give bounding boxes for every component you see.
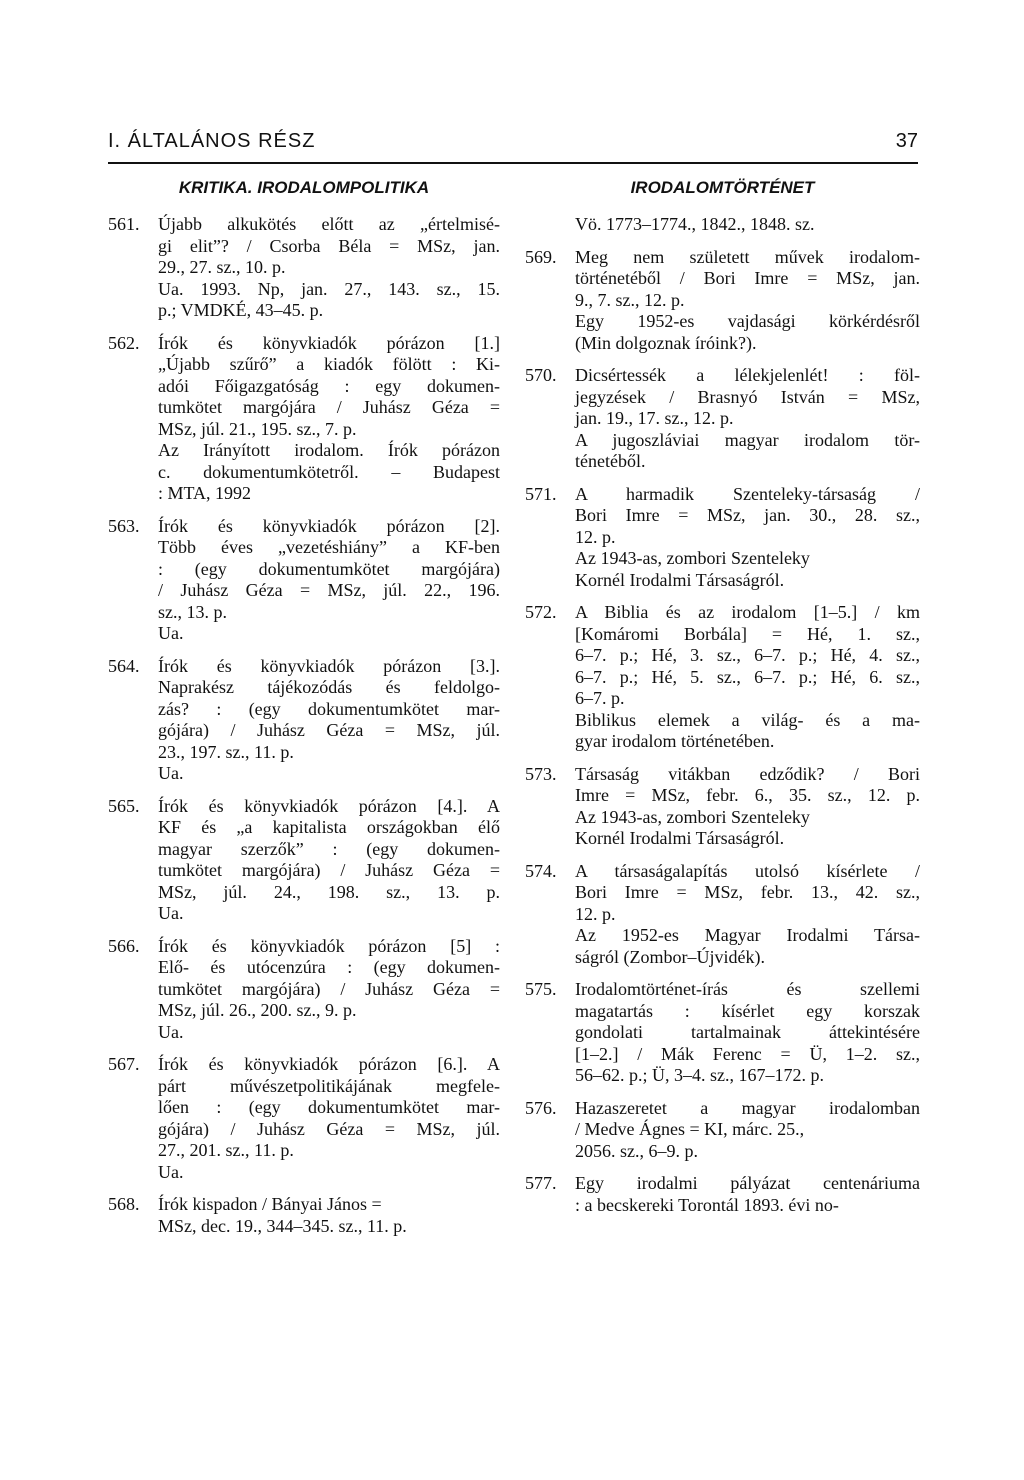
bibliography-entry	[525, 247, 920, 355]
entry-line: Újabb alkukötés előtt az „értelmisé-	[158, 214, 500, 234]
entry-line: Ua.	[158, 1021, 184, 1042]
entry-line: Naprakész tájékozódás és feldolgo-	[158, 677, 500, 697]
entry-line: Az 1943-as, zombori Szenteleky	[575, 806, 810, 827]
entry-line: 6–7. p.; Hé, 5. sz., 6–7. p.; Hé, 6. sz.,	[575, 666, 920, 687]
entry-line: Ua.	[158, 1161, 184, 1182]
right-column	[525, 178, 920, 1216]
entry-line: MSz, júl. 26., 200. sz., 9. p.	[158, 1000, 357, 1020]
entry-line: adói Főigazgatóság : egy dokumen-	[158, 375, 500, 396]
entry-line: tumkötet margójára) / Juhász Géza =	[158, 978, 500, 999]
entry-line: A jugoszláviai magyar irodalom tör-	[575, 429, 920, 450]
bibliography-entry	[525, 602, 920, 753]
entry-line: Írók és könyvkiadók pórázon [3.].	[158, 655, 500, 676]
bibliography-entry	[525, 979, 920, 1087]
entry-number: 573.	[525, 763, 557, 784]
entry-line: Elő- és utócenzúra : (egy dokumen-	[158, 957, 500, 977]
entry-line: Ua. 1993. Np, jan. 27., 143. sz., 15.	[158, 278, 500, 299]
entry-line: Kornél Irodalmi Társaságról.	[575, 828, 785, 848]
entry-line: MSz, júl. 24., 198. sz., 13. p.	[158, 881, 500, 902]
entry-line: A társaságalapítás utolsó kísérlete /	[575, 860, 920, 881]
entry-line: MSz, júl. 21., 195. sz., 7. p.	[158, 418, 357, 439]
entry-line: tumkötet margójára) / Juhász Géza =	[158, 860, 500, 880]
entry-line: Egy 1952-es vajdasági körkérdésről	[575, 311, 920, 331]
bibliography-entry	[108, 214, 500, 322]
entry-line: : (egy dokumentumkötet margójára)	[158, 558, 500, 579]
page-header	[108, 130, 918, 164]
entry-line: 12. p.	[575, 903, 616, 924]
entry-number: 570.	[525, 365, 557, 385]
entry-line: MSz, dec. 19., 344–345. sz., 11. p.	[158, 1215, 407, 1236]
entry-number: 571.	[525, 483, 557, 504]
entry-line: Biblikus elemek a világ- és a ma-	[575, 709, 920, 730]
entry-line: 27., 201. sz., 11. p.	[158, 1140, 294, 1160]
bibliography-entry	[525, 214, 920, 236]
entry-line: A Biblia és az irodalom [1–5.] / km	[575, 602, 920, 622]
bibliography-entry	[108, 1054, 500, 1183]
entry-line: Irodalomtörténet-írás és szellemi	[575, 979, 920, 999]
entry-line: tumkötet margójára / Juhász Géza =	[158, 397, 500, 417]
entry-line: ténetéből.	[575, 451, 646, 471]
entry-line: jegyzések / Brasnyó István = MSz,	[575, 386, 920, 407]
section-heading-kritika: KRITIKA. IRODALOMPOLITIKA	[178, 178, 430, 197]
entry-line: ságról (Zombor–Újvidék).	[575, 946, 765, 967]
entry-line: 9., 7. sz., 12. p.	[575, 289, 685, 310]
entry-line: jan. 19., 17. sz., 12. p.	[575, 408, 734, 428]
left-column	[108, 178, 500, 1237]
entry-line: A harmadik Szenteleky-társaság /	[575, 483, 920, 504]
entry-line: Bori Imre = MSz, jan. 30., 28. sz.,	[575, 505, 920, 525]
entry-line: magatartás : kísérlet egy korszak	[575, 1000, 920, 1021]
entry-number: 563.	[108, 515, 140, 536]
entry-line: 2056. sz., 6–9. p.	[575, 1140, 698, 1161]
entry-line: Írók és könyvkiadók pórázon [2].	[158, 515, 500, 536]
bibliography-entry	[525, 861, 920, 969]
entry-line: gyar irodalom történetében.	[575, 731, 775, 751]
entry-number: 564.	[108, 655, 140, 676]
entry-line: Írók és könyvkiadók pórázon [4.]. A	[158, 795, 500, 816]
entry-number: 562.	[108, 332, 140, 353]
entry-line: Írók és könyvkiadók pórázon [5] :	[158, 935, 500, 956]
bibliography-entry	[525, 365, 920, 473]
entry-line: gi elit”? / Csorba Béla = MSz, jan.	[158, 235, 500, 256]
entry-number: 577.	[525, 1173, 557, 1193]
entry-line: 6–7. p.	[575, 688, 625, 708]
entry-line: Írók kispadon / Bányai János =	[158, 1194, 382, 1214]
page-number: 37	[895, 130, 918, 152]
entry-line: párt művészetpolitikájának megfele-	[158, 1075, 500, 1096]
entry-line: történetéből / Bori Imre = MSz, jan.	[575, 268, 920, 288]
entry-line: Ua.	[158, 903, 184, 923]
entry-number: 566.	[108, 935, 140, 956]
entry-line: 12. p.	[575, 526, 616, 547]
entry-number: 561.	[108, 214, 140, 234]
entry-line: Egy irodalmi pályázat centenáriuma	[575, 1173, 920, 1193]
bibliography-entry	[108, 1194, 500, 1237]
entry-number: 572.	[525, 602, 557, 622]
bibliography-entry	[525, 1173, 920, 1216]
entry-line: [Komáromi Borbála] = Hé, 1. sz.,	[575, 623, 920, 644]
entry-line: magyar szerzők” : (egy dokumen-	[158, 838, 500, 859]
entry-line: p.; VMDKÉ, 43–45. p.	[158, 300, 324, 320]
entry-line: Dicsértessék a lélekjelenlét! : föl-	[575, 365, 920, 385]
entry-line: Ua.	[158, 763, 184, 783]
entry-line: Bori Imre = MSz, febr. 13., 42. sz.,	[575, 882, 920, 902]
entry-line: Az Irányított irodalom. Írók pórázon	[158, 440, 500, 460]
bibliography-entry	[108, 796, 500, 925]
entry-line: / Medve Ágnes = KI, márc. 25.,	[575, 1119, 805, 1139]
bibliography-entry	[108, 333, 500, 505]
entry-line: 56–62. p.; Ü, 3–4. sz., 167–172. p.	[575, 1065, 824, 1085]
entry-number: 575.	[525, 979, 557, 999]
entry-line: c. dokumentumkötetről. – Budapest	[158, 461, 500, 482]
entry-line: Társaság vitákban edződik? / Bori	[575, 763, 920, 784]
running-head: I. ÁLTALÁNOS RÉSZ	[108, 130, 316, 152]
entry-line: gójára) / Juhász Géza = MSz, júl.	[158, 1118, 500, 1139]
bibliography-entry	[108, 656, 500, 785]
entry-line: Több éves „vezetéshiány” a KF-ben	[158, 537, 500, 557]
bibliography-entry	[525, 764, 920, 850]
bibliography-entry	[525, 1098, 920, 1163]
entry-number: 574.	[525, 860, 557, 881]
entry-number: 568.	[108, 1194, 140, 1214]
entry-line: Írók és könyvkiadók pórázon [6.]. A	[158, 1054, 500, 1074]
entry-line: Vö. 1773–1774., 1842., 1848. sz.	[575, 214, 815, 234]
entry-line: Az 1943-as, zombori Szenteleky	[575, 548, 810, 568]
entry-number: 567.	[108, 1054, 140, 1074]
entry-line: lően : (egy dokumentumkötet mar-	[158, 1097, 500, 1117]
bibliography-entry	[525, 484, 920, 592]
entry-number: 569.	[525, 246, 557, 267]
entry-number: 576.	[525, 1097, 557, 1118]
entry-line: Ua.	[158, 623, 184, 643]
entry-line: zás? : (egy dokumentumkötet mar-	[158, 698, 500, 719]
entry-line: 23., 197. sz., 11. p.	[158, 741, 294, 762]
entry-line: sz., 13. p.	[158, 601, 227, 622]
entry-line: „Újabb szűrő” a kiadók fölött : Ki-	[158, 354, 500, 374]
entry-line: Hazaszeretet a magyar irodalomban	[575, 1097, 920, 1118]
entry-line: Meg nem született művek irodalom-	[575, 246, 920, 267]
entry-line: [1–2.] / Mák Ferenc = Ü, 1–2. sz.,	[575, 1043, 920, 1064]
entry-line: Kornél Irodalmi Társaságról.	[575, 569, 785, 590]
bibliography-entry	[108, 516, 500, 645]
entry-line: gondolati tartalmainak áttekintésére	[575, 1022, 920, 1042]
section-heading-irodalomtortenet: IRODALOMTÖRTÉNET	[630, 178, 815, 197]
bibliography-entry	[108, 936, 500, 1044]
entry-line: Írók és könyvkiadók pórázon [1.]	[158, 332, 500, 353]
entry-line: gójára) / Juhász Géza = MSz, júl.	[158, 720, 500, 740]
entry-line: KF és „a kapitalista országokban élő	[158, 817, 500, 837]
entry-line: : MTA, 1992	[158, 483, 252, 503]
entry-number: 565.	[108, 795, 140, 816]
entry-line: : a becskereki Torontál 1893. évi no-	[575, 1194, 839, 1215]
entry-line: 29., 27. sz., 10. p.	[158, 257, 286, 277]
entry-line: (Min dolgoznak íróink?).	[575, 332, 757, 353]
entry-line: 6–7. p.; Hé, 3. sz., 6–7. p.; Hé, 4. sz.,	[575, 645, 920, 665]
entry-line: Az 1952-es Magyar Irodalmi Társa-	[575, 925, 920, 945]
entry-line: / Juhász Géza = MSz, júl. 22., 196.	[158, 580, 500, 600]
entry-line: Imre = MSz, febr. 6., 35. sz., 12. p.	[575, 785, 920, 805]
